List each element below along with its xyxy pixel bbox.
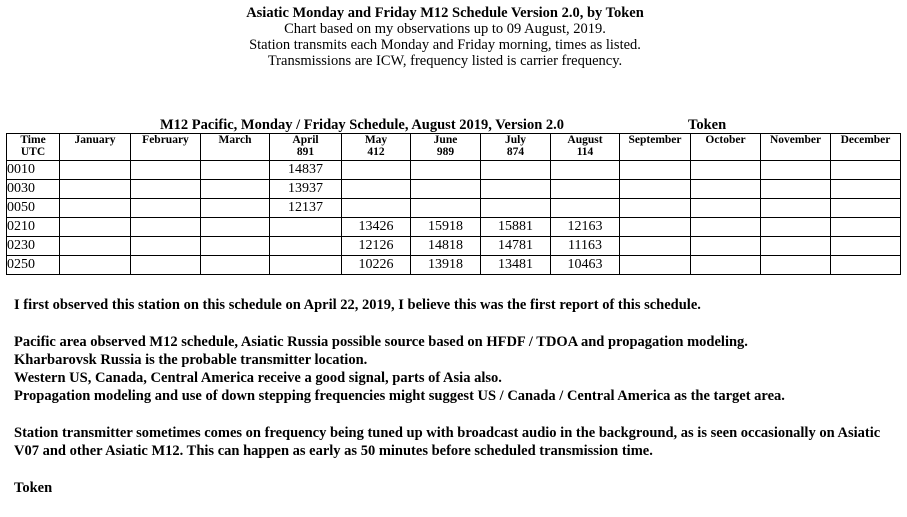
frequency-cell	[831, 180, 901, 199]
frequency-cell	[201, 218, 270, 237]
table-row	[7, 256, 901, 275]
time-cell: 0030	[7, 180, 60, 199]
column-sub: 989	[436, 146, 455, 158]
frequency-cell: 14818	[411, 237, 481, 256]
frequency-cell	[342, 161, 411, 180]
column-sub: 874	[506, 146, 525, 158]
frequency-cell	[201, 180, 270, 199]
column-name: April	[292, 134, 319, 146]
note-tune-up: Station transmitter sometimes comes on frequency being tuned up with broadcast audio in the background, as is seen occasionally on Asiatic V07 and other Asiatic M12. This can happen as early as 50 minutes before scheduled transmission time.	[14, 425, 881, 459]
frequency-cell	[551, 161, 620, 180]
frequency-cell	[481, 199, 551, 218]
frequency-cell	[60, 256, 131, 275]
frequency-cell: 14781	[481, 237, 551, 256]
note-transmitter-location: Kharbarovsk Russia is the probable transmitter location.	[14, 352, 368, 368]
table-author: Token	[688, 117, 727, 133]
table-row	[7, 199, 901, 218]
frequency-cell	[131, 237, 201, 256]
frequency-cell: 14837	[270, 161, 342, 180]
column-header	[551, 134, 620, 161]
frequency-cell	[691, 218, 761, 237]
notes-section	[14, 296, 894, 497]
column-header	[481, 134, 551, 161]
frequency-cell	[831, 237, 901, 256]
column-name: May	[364, 134, 388, 146]
table-row	[7, 237, 901, 256]
frequency-cell	[270, 218, 342, 237]
column-header	[270, 134, 342, 161]
column-header	[620, 134, 691, 161]
frequency-cell	[60, 180, 131, 199]
column-name: December	[840, 134, 891, 146]
frequency-cell	[620, 161, 691, 180]
column-name: October	[705, 134, 746, 146]
document-header	[0, 5, 890, 69]
column-header	[691, 134, 761, 161]
frequency-cell	[60, 161, 131, 180]
frequency-cell	[761, 218, 831, 237]
frequency-cell	[201, 161, 270, 180]
table-row	[7, 218, 901, 237]
header-line-1: Chart based on my observations up to 09 August, 2019.	[284, 21, 606, 37]
frequency-cell	[60, 218, 131, 237]
frequency-cell	[831, 161, 901, 180]
column-header	[761, 134, 831, 161]
table-title-row	[0, 117, 907, 133]
signature: Token	[14, 480, 53, 496]
column-sub: 891	[296, 146, 315, 158]
note-pacific-area: Pacific area observed M12 schedule, Asiatic Russia possible source based on HFDF / TDOA and propagation modeling.	[14, 334, 748, 350]
note-first-observed: I first observed this station on this schedule on April 22, 2019, I believe this was the first report of this schedule.	[14, 297, 701, 313]
column-name: January	[74, 134, 116, 146]
time-cell: 0250	[7, 256, 60, 275]
column-header	[411, 134, 481, 161]
frequency-cell	[831, 256, 901, 275]
column-header	[201, 134, 270, 161]
frequency-cell	[131, 161, 201, 180]
time-cell: 0050	[7, 199, 60, 218]
frequency-cell: 10463	[551, 256, 620, 275]
column-header	[60, 134, 131, 161]
column-header	[342, 134, 411, 161]
table-header-row	[7, 134, 901, 161]
frequency-cell: 13481	[481, 256, 551, 275]
frequency-cell	[201, 199, 270, 218]
table-row	[7, 180, 901, 199]
frequency-cell: 10226	[342, 256, 411, 275]
column-name: November	[769, 134, 822, 146]
frequency-cell	[201, 256, 270, 275]
frequency-cell	[551, 180, 620, 199]
frequency-cell	[691, 199, 761, 218]
frequency-cell	[411, 161, 481, 180]
frequency-cell: 13426	[342, 218, 411, 237]
column-name: February	[142, 134, 189, 146]
frequency-cell	[270, 237, 342, 256]
frequency-cell	[691, 256, 761, 275]
frequency-cell: 13937	[270, 180, 342, 199]
column-header	[131, 134, 201, 161]
note-reception: Western US, Canada, Central America receive a good signal, parts of Asia also.	[14, 370, 502, 386]
frequency-cell: 12137	[270, 199, 342, 218]
frequency-cell: 15918	[411, 218, 481, 237]
frequency-cell	[411, 180, 481, 199]
column-sub: 114	[576, 146, 594, 158]
frequency-cell	[620, 256, 691, 275]
frequency-cell	[831, 199, 901, 218]
note-propagation: Propagation modeling and use of down stepping frequencies might suggest US / Canada / Central America as the target area.	[14, 388, 785, 404]
column-name: September	[628, 134, 682, 146]
header-line-2: Station transmits each Monday and Friday morning, times as listed.	[249, 37, 641, 53]
frequency-cell	[761, 180, 831, 199]
column-name: August	[567, 134, 603, 146]
frequency-cell	[342, 199, 411, 218]
frequency-cell	[131, 180, 201, 199]
frequency-cell	[131, 199, 201, 218]
frequency-cell	[761, 256, 831, 275]
frequency-cell: 13918	[411, 256, 481, 275]
frequency-cell	[831, 218, 901, 237]
frequency-cell	[60, 237, 131, 256]
time-cell: 0210	[7, 218, 60, 237]
frequency-cell	[411, 199, 481, 218]
frequency-cell	[691, 237, 761, 256]
frequency-cell	[761, 237, 831, 256]
frequency-cell	[551, 199, 620, 218]
frequency-cell	[761, 161, 831, 180]
column-name: March	[218, 134, 252, 146]
document-title: Asiatic Monday and Friday M12 Schedule Version 2.0, by Token	[246, 5, 644, 21]
frequency-cell	[620, 180, 691, 199]
frequency-cell: 12126	[342, 237, 411, 256]
header-line-3: Transmissions are ICW, frequency listed is carrier frequency.	[267, 53, 623, 69]
column-header	[831, 134, 901, 161]
frequency-cell	[131, 256, 201, 275]
table-title: M12 Pacific, Monday / Friday Schedule, August 2019, Version 2.0	[160, 117, 565, 133]
frequency-cell	[620, 199, 691, 218]
frequency-cell	[620, 237, 691, 256]
schedule-table	[6, 133, 901, 275]
frequency-cell	[60, 199, 131, 218]
frequency-cell	[620, 218, 691, 237]
frequency-cell	[270, 256, 342, 275]
column-name: June	[433, 134, 458, 146]
column-sub: 412	[367, 146, 385, 158]
column-sub: UTC	[20, 146, 46, 158]
column-header	[7, 134, 60, 161]
frequency-cell	[201, 237, 270, 256]
table-body	[7, 161, 901, 275]
frequency-cell	[691, 161, 761, 180]
frequency-cell	[691, 180, 761, 199]
table-row	[7, 161, 901, 180]
frequency-cell: 11163	[551, 237, 620, 256]
frequency-cell	[342, 180, 411, 199]
frequency-cell	[481, 180, 551, 199]
frequency-cell: 15881	[481, 218, 551, 237]
frequency-cell	[761, 199, 831, 218]
frequency-cell	[481, 161, 551, 180]
frequency-cell: 12163	[551, 218, 620, 237]
column-name: Time	[20, 134, 46, 146]
time-cell: 0010	[7, 161, 60, 180]
time-cell: 0230	[7, 237, 60, 256]
column-name: July	[504, 134, 527, 146]
frequency-cell	[131, 218, 201, 237]
